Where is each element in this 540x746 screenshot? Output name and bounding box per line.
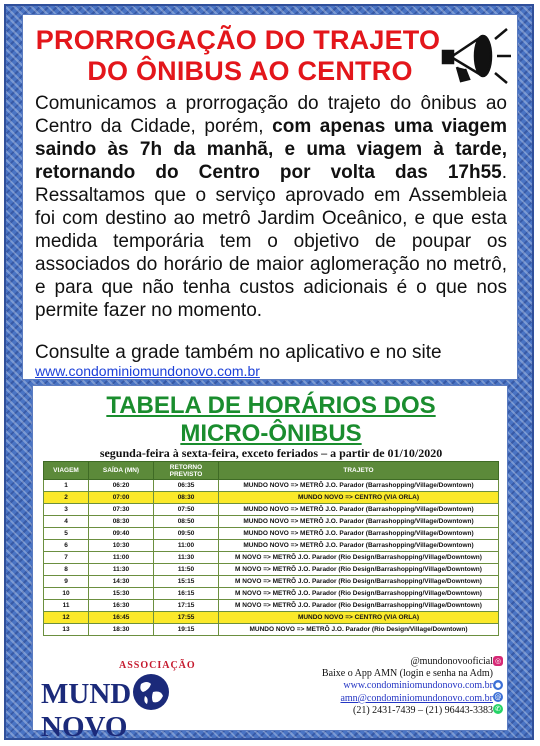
cell-retorno: 15:15 — [154, 576, 219, 588]
contact-icons — [493, 656, 505, 716]
table-row — [44, 588, 499, 600]
cell-retorno: 11:30 — [154, 552, 219, 564]
cell-saida: 07:30 — [89, 504, 154, 516]
cell-retorno: 08:50 — [154, 516, 219, 528]
instagram-handle: @mundonovooficial — [410, 656, 493, 667]
table-row — [44, 564, 499, 576]
cell-retorno: 09:50 — [154, 528, 219, 540]
cell-trajeto: MUNDO NOVO => METRÔ J.O. Parador (Rio Design/Village/Downtown) — [219, 624, 499, 636]
table-body — [44, 480, 499, 636]
cell-viagem: 4 — [44, 516, 89, 528]
table-row — [44, 576, 499, 588]
cell-saida: 18:30 — [89, 624, 154, 636]
table-row — [44, 540, 499, 552]
header-retorno: RETORNO PREVISTO — [154, 462, 219, 480]
announcement-part-2: . Ressaltamos que o serviço aprovado em Assembleia foi com destino ao metrô Jardim Oceânico, e que esta medida temporária tem o objetivo de poupar os associados do horário de maior aglomeração no metrô, e para que não tenha custos adicionais é o que nos permite fazer no momento. — [35, 162, 507, 321]
cell-trajeto: MUNDO NOVO => METRÔ J.O. Parador (Barrashopping/Village/Downtown) — [219, 504, 499, 516]
cell-saida: 11:30 — [89, 564, 154, 576]
cell-trajeto: M NOVO => METRÔ J.O. Parador (Rio Design/Barrashopping/Village/Downtown) — [219, 564, 499, 576]
cell-viagem: 12 — [44, 612, 89, 624]
cell-saida: 09:40 — [89, 528, 154, 540]
consult-text: Consulte a grade também no aplicativo e no site — [35, 342, 442, 363]
cell-trajeto: M NOVO => METRÔ J.O. Parador (Rio Design/Barrashopping/Village/Downtown) — [219, 600, 499, 612]
site-link[interactable]: www.condominiomundonovo.com.br — [35, 363, 260, 379]
cell-viagem: 8 — [44, 564, 89, 576]
cell-saida: 06:20 — [89, 480, 154, 492]
table-row — [44, 528, 499, 540]
title-line-1: PRORROGAÇÃO DO TRAJETO — [35, 25, 441, 55]
title-line-2: DO ÔNIBUS AO CENTRO — [87, 56, 413, 86]
announcement-bold: com apenas uma viagem saindo às 7h da manhã, e uma viagem à tarde, retornando do Centro por volta das 17h55 — [35, 116, 507, 183]
cell-saida: 11:00 — [89, 552, 154, 564]
cell-viagem: 1 — [44, 480, 89, 492]
page-title — [23, 25, 453, 87]
cell-retorno: 19:15 — [154, 624, 219, 636]
table-row — [44, 516, 499, 528]
megaphone-icon — [437, 17, 513, 87]
cell-viagem: 11 — [44, 600, 89, 612]
contact-phones: (21) 2431-7439 – (21) 96443-3383 — [353, 704, 493, 716]
cell-trajeto: MUNDO NOVO => METRÔ J.O. Parador (Barrashopping/Village/Downtown) — [219, 516, 499, 528]
cell-saida: 10:30 — [89, 540, 154, 552]
cell-viagem: 13 — [44, 624, 89, 636]
announcement-text — [35, 92, 507, 322]
header-trajeto: TRAJETO — [219, 462, 499, 480]
app-text: Baixe o App AMN (login e senha na Adm) — [321, 668, 493, 680]
cell-trajeto: M NOVO => METRÔ J.O. Parador (Rio Design/Barrashopping/Village/Downtown) — [219, 576, 499, 588]
logo-word-right: NOVO — [41, 711, 128, 743]
cell-viagem: 7 — [44, 552, 89, 564]
contact-block — [283, 656, 502, 717]
schedule-title-line-2: MICRO-ÔNIBUS — [180, 420, 362, 447]
cell-retorno: 16:15 — [154, 588, 219, 600]
cell-trajeto: M NOVO => METRÔ J.O. Parador (Rio Design/Barrashopping/Village/Downtown) — [219, 588, 499, 600]
cell-viagem: 2 — [44, 492, 89, 504]
cell-retorno: 06:35 — [154, 480, 219, 492]
table-row — [44, 612, 499, 624]
contact-site[interactable]: www.condominiomundonovo.com.br — [343, 680, 493, 692]
cell-trajeto: MUNDO NOVO => METRÔ J.O. Parador (Barrashopping/Village/Downtown) — [219, 540, 499, 552]
cell-retorno: 17:55 — [154, 612, 219, 624]
email-icon: @ — [494, 692, 502, 701]
logo-assoc-text: ASSOCIAÇÃO — [119, 660, 196, 671]
schedule-title — [33, 392, 509, 448]
cell-viagem: 6 — [44, 540, 89, 552]
cell-saida: 16:45 — [89, 612, 154, 624]
schedule-title-line-1: TABELA DE HORÁRIOS DOS — [106, 392, 436, 419]
header-viagem: VIAGEM — [44, 462, 89, 480]
cell-viagem: 9 — [44, 576, 89, 588]
table-row — [44, 480, 499, 492]
announcement-panel — [22, 14, 518, 380]
header-saida: SAÍDA (MN) — [89, 462, 154, 480]
cell-retorno: 11:50 — [154, 564, 219, 576]
cell-trajeto: MUNDO NOVO => METRÔ J.O. Parador (Barrashopping/Village/Downtown) — [219, 480, 499, 492]
table-row — [44, 504, 499, 516]
cell-saida: 15:30 — [89, 588, 154, 600]
cell-retorno: 08:30 — [154, 492, 219, 504]
web-icon: ● — [494, 680, 502, 689]
cell-trajeto: MUNDO NOVO => CENTRO (VIA ORLA) — [219, 492, 499, 504]
cell-retorno: 07:50 — [154, 504, 219, 516]
instagram-icon: ◎ — [494, 656, 502, 665]
cell-saida: 16:30 — [89, 600, 154, 612]
schedule-subtitle: segunda-feira à sexta-feira, exceto feriados – a partir de 01/10/2020 — [99, 446, 443, 460]
table-header-row — [44, 462, 499, 480]
table-row — [44, 624, 499, 636]
cell-trajeto: M NOVO => METRÔ J.O. Parador (Rio Design/Barrashopping/Village/Downtown) — [219, 552, 499, 564]
association-logo — [39, 656, 249, 743]
globe-icon — [131, 672, 171, 712]
cell-saida: 08:30 — [89, 516, 154, 528]
table-row — [44, 600, 499, 612]
cell-viagem: 5 — [44, 528, 89, 540]
logo-word-left: MUND — [41, 678, 132, 710]
schedule-table — [43, 461, 499, 636]
announcement-part-1: Comunicamos a prorrogação do trajeto do ônibus ao Centro da Cidade, porém, — [35, 93, 507, 137]
cell-trajeto: MUNDO NOVO => METRÔ J.O. Parador (Barrashopping/Village/Downtown) — [219, 528, 499, 540]
cell-viagem: 10 — [44, 588, 89, 600]
whatsapp-icon: ✆ — [493, 704, 503, 714]
cell-retorno: 17:15 — [154, 600, 219, 612]
cell-saida: 07:00 — [89, 492, 154, 504]
cell-trajeto: MUNDO NOVO => CENTRO (VIA ORLA) — [219, 612, 499, 624]
cell-retorno: 11:00 — [154, 540, 219, 552]
cell-viagem: 3 — [44, 504, 89, 516]
table-row — [44, 552, 499, 564]
app-icon — [493, 668, 503, 678]
schedule-panel — [32, 385, 508, 743]
table-row — [44, 492, 499, 504]
contact-email[interactable]: amn@condominiomundonovo.com.br — [340, 692, 493, 704]
cell-saida: 14:30 — [89, 576, 154, 588]
